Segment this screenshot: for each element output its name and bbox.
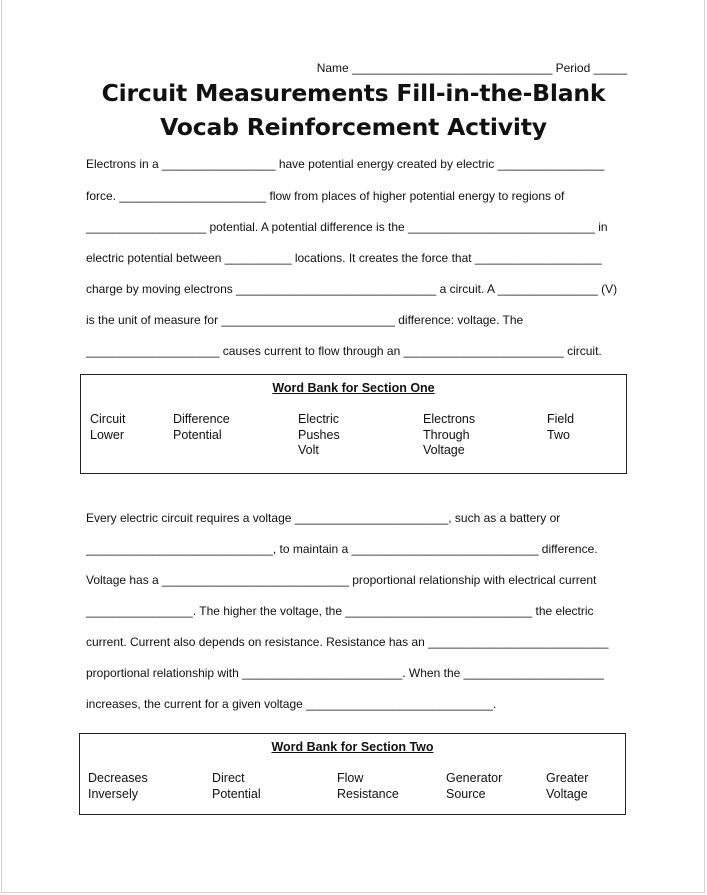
word-bank-column	[173, 412, 230, 443]
word-bank-word: Potential	[212, 786, 261, 801]
word-bank-column	[337, 771, 399, 802]
word-bank-word: Electrons	[423, 412, 476, 426]
word-bank-column	[90, 412, 125, 443]
word-bank-word: Direct	[212, 771, 245, 785]
word-bank-word: Lower	[90, 427, 125, 442]
word-bank-word: Greater	[546, 771, 589, 785]
section-one-line-4: electric potential between __________ locations. It creates the force that ___________________	[86, 251, 602, 265]
word-bank-word: Pushes	[298, 427, 340, 442]
section-one-line-3: __________________ potential. A potential difference is the ____________________________ in	[86, 220, 608, 234]
word-bank-word: Flow	[337, 771, 364, 785]
word-bank-column	[546, 771, 588, 802]
word-bank-word: Voltage	[546, 786, 588, 801]
section-two-line-4: ________________. The higher the voltage, the ____________________________ the electric	[86, 604, 594, 618]
title-line-1: Circuit Measurements Fill-in-the-Blank	[101, 79, 606, 107]
section-one-line-1: Electrons in a _________________ have potential energy created by electric ________________	[86, 157, 605, 171]
section-two-line-3: Voltage has a ____________________________ proportional relationship with electrical current	[86, 573, 597, 587]
word-bank-word: Decreases	[88, 771, 148, 785]
word-bank-word: Two	[547, 427, 570, 442]
word-bank-section-one	[80, 374, 627, 474]
word-bank-column	[446, 771, 502, 802]
section-one-line-7: ____________________ causes current to flow through an ________________________ circuit.	[86, 344, 602, 358]
word-bank-word: Source	[446, 786, 486, 801]
word-bank-word: Through	[423, 427, 470, 442]
word-bank-word: Resistance	[337, 786, 399, 801]
section-one-line-5: charge by moving electrons ______________________________ a circuit. A _______________ (V)	[86, 282, 618, 296]
word-bank-word: Volt	[298, 443, 319, 457]
word-bank-word: Electric	[298, 412, 339, 426]
word-bank-title: Word Bank for Section One	[272, 381, 435, 395]
word-bank-column	[423, 412, 475, 459]
section-two-line-1: Every electric circuit requires a voltage _______________________, such as a battery or	[86, 511, 561, 525]
section-two-line-7: increases, the current for a given voltage ____________________________.	[86, 697, 497, 711]
word-bank-column	[298, 412, 340, 459]
word-bank-column	[547, 412, 574, 443]
word-bank-word: Inversely	[88, 786, 139, 801]
section-one-line-2: force. ______________________ flow from places of higher potential energy to regions of	[86, 189, 565, 203]
word-bank-column	[88, 771, 148, 802]
word-bank-word: Potential	[173, 427, 222, 442]
word-bank-column	[212, 771, 261, 802]
section-two-line-5: current. Current also depends on resistance. Resistance has an ___________________________	[86, 635, 609, 649]
word-bank-word: Field	[547, 412, 575, 426]
title-line-2: Vocab Reinforcement Activity	[160, 113, 547, 141]
section-one-line-6: is the unit of measure for __________________________ difference: voltage. The	[86, 313, 524, 327]
section-two-line-6: proportional relationship with ________________________. When the _____________________	[86, 666, 604, 680]
word-bank-word: Voltage	[423, 443, 465, 457]
word-bank-word: Circuit	[90, 412, 126, 426]
name-period-line: Name ______________________________ Period _____	[316, 61, 627, 75]
word-bank-section-two	[79, 733, 626, 815]
word-bank-title: Word Bank for Section Two	[271, 740, 434, 754]
word-bank-word: Generator	[446, 771, 503, 785]
section-two-line-2: ____________________________, to maintain a ____________________________ difference.	[86, 542, 598, 556]
word-bank-word: Difference	[173, 412, 230, 426]
